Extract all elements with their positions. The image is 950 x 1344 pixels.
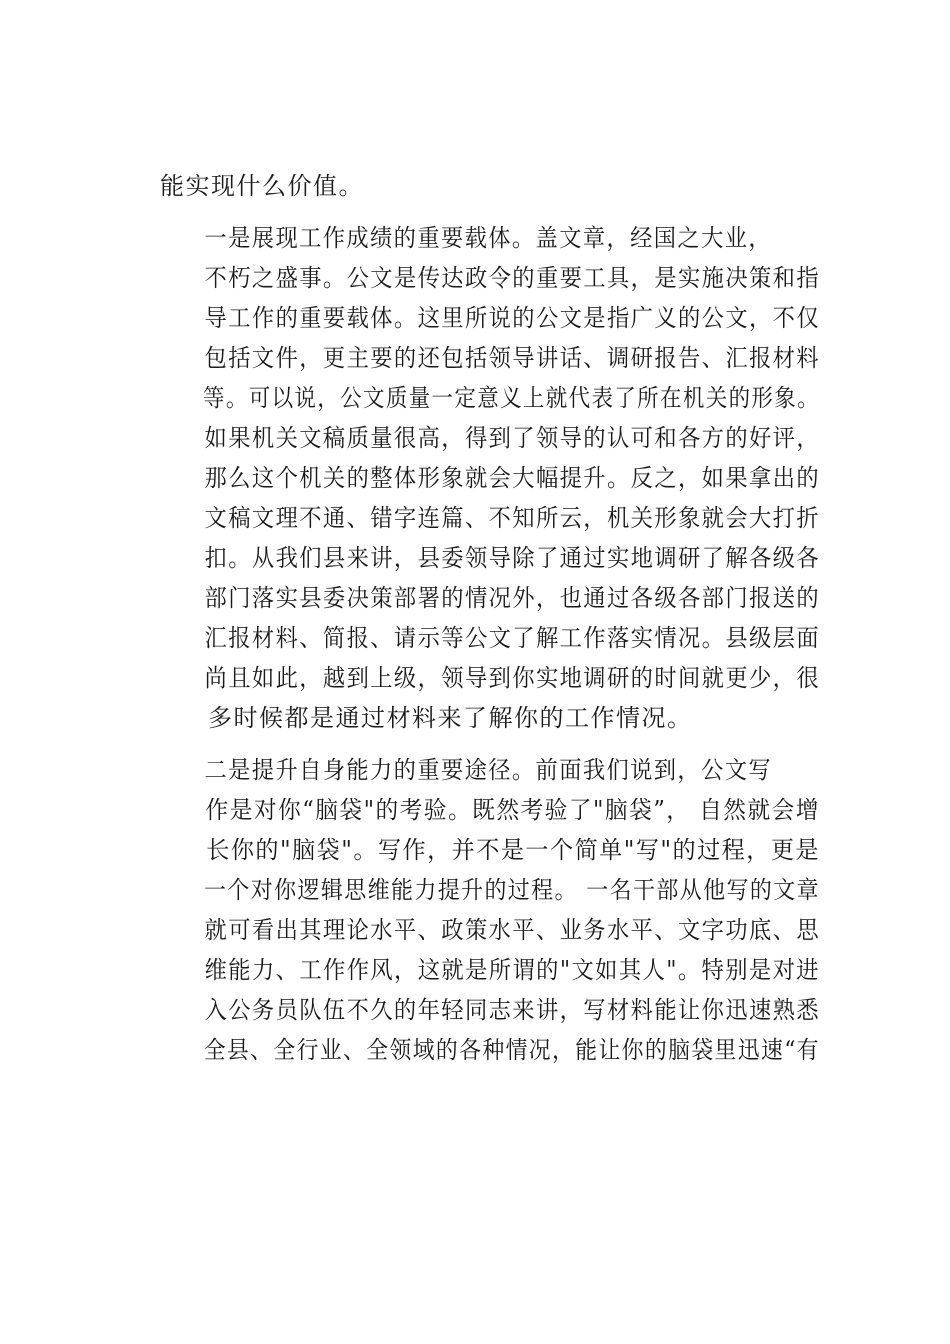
paragraph-continuation (160, 166, 820, 206)
paragraph-work-achievements (160, 218, 820, 738)
text-line: 不朽之盛事。公文是传达政令的重要工具，是实施决策和指 (204, 264, 821, 292)
text-line: 一个对你逻辑思维能力提升的过程。 一名干部从他写的文章 (203, 876, 821, 904)
text-line: 如果机关文稿质量很高，得到了领导的认可和各方的好评， (204, 424, 821, 452)
text-line: 长你的"脑袋"。写作，并不是一个简单"写"的过程，更是 (206, 836, 821, 864)
text-line: 作是对你“脑袋"的考验。既然考验了"脑袋”， 自然就会增 (205, 796, 820, 824)
text-line: 尚且如此，越到上级，领导到你实地调研的时间就更少，很 (204, 664, 821, 692)
text-line: 全县、全行业、全领域的各种情况，能让你的脑袋里迅速“有 (203, 1036, 820, 1064)
text-line: 包括文件，更主要的还包括领导讲话、调研报告、汇报材料 (204, 344, 821, 372)
text-line: 文稿文理不通、错字连篇、不知所云，机关形象就会大打折 (204, 504, 821, 532)
document-body (160, 166, 820, 1082)
text-line: 那么这个机关的整体形象就会大幅提升。反之，如果拿出的 (204, 464, 821, 492)
text-line: 导工作的重要载体。这里所说的公文是指广义的公文，不仅 (204, 304, 821, 332)
text-line: 维能力、工作作风，这就是所谓的"文如其人"。特别是对进 (204, 956, 820, 984)
text-line: 多时候都是通过材料来了解你的工作情况。 (208, 704, 693, 732)
text-line: 扣。从我们县来讲，县委领导除了通过实地调研了解各级各 (204, 544, 821, 572)
text-line: 一是展现工作成绩的重要载体。盖文章，经国之大业， (204, 224, 773, 252)
text-line: 汇报材料、简报、请示等公文了解工作落实情况。县级层面 (204, 624, 821, 652)
text-line: 二是提升自身能力的重要途径。前面我们说到，公文写 (204, 756, 773, 784)
text-line: 入公务员队伍不久的年轻同志来讲，写材料能让你迅速熟悉 (204, 996, 821, 1024)
paragraph-self-improvement (160, 750, 820, 1070)
text-line: 等。可以说，公文质量一定意义上就代表了所在机关的形象。 (203, 384, 820, 412)
text-line: 就可看出其理论水平、政策水平、业务水平、文字功底、思 (204, 916, 821, 944)
text-line: 部门落实县委决策部署的情况外，也通过各级各部门报送的 (204, 584, 821, 612)
text-line: 能实现什么价值。 (160, 172, 364, 200)
